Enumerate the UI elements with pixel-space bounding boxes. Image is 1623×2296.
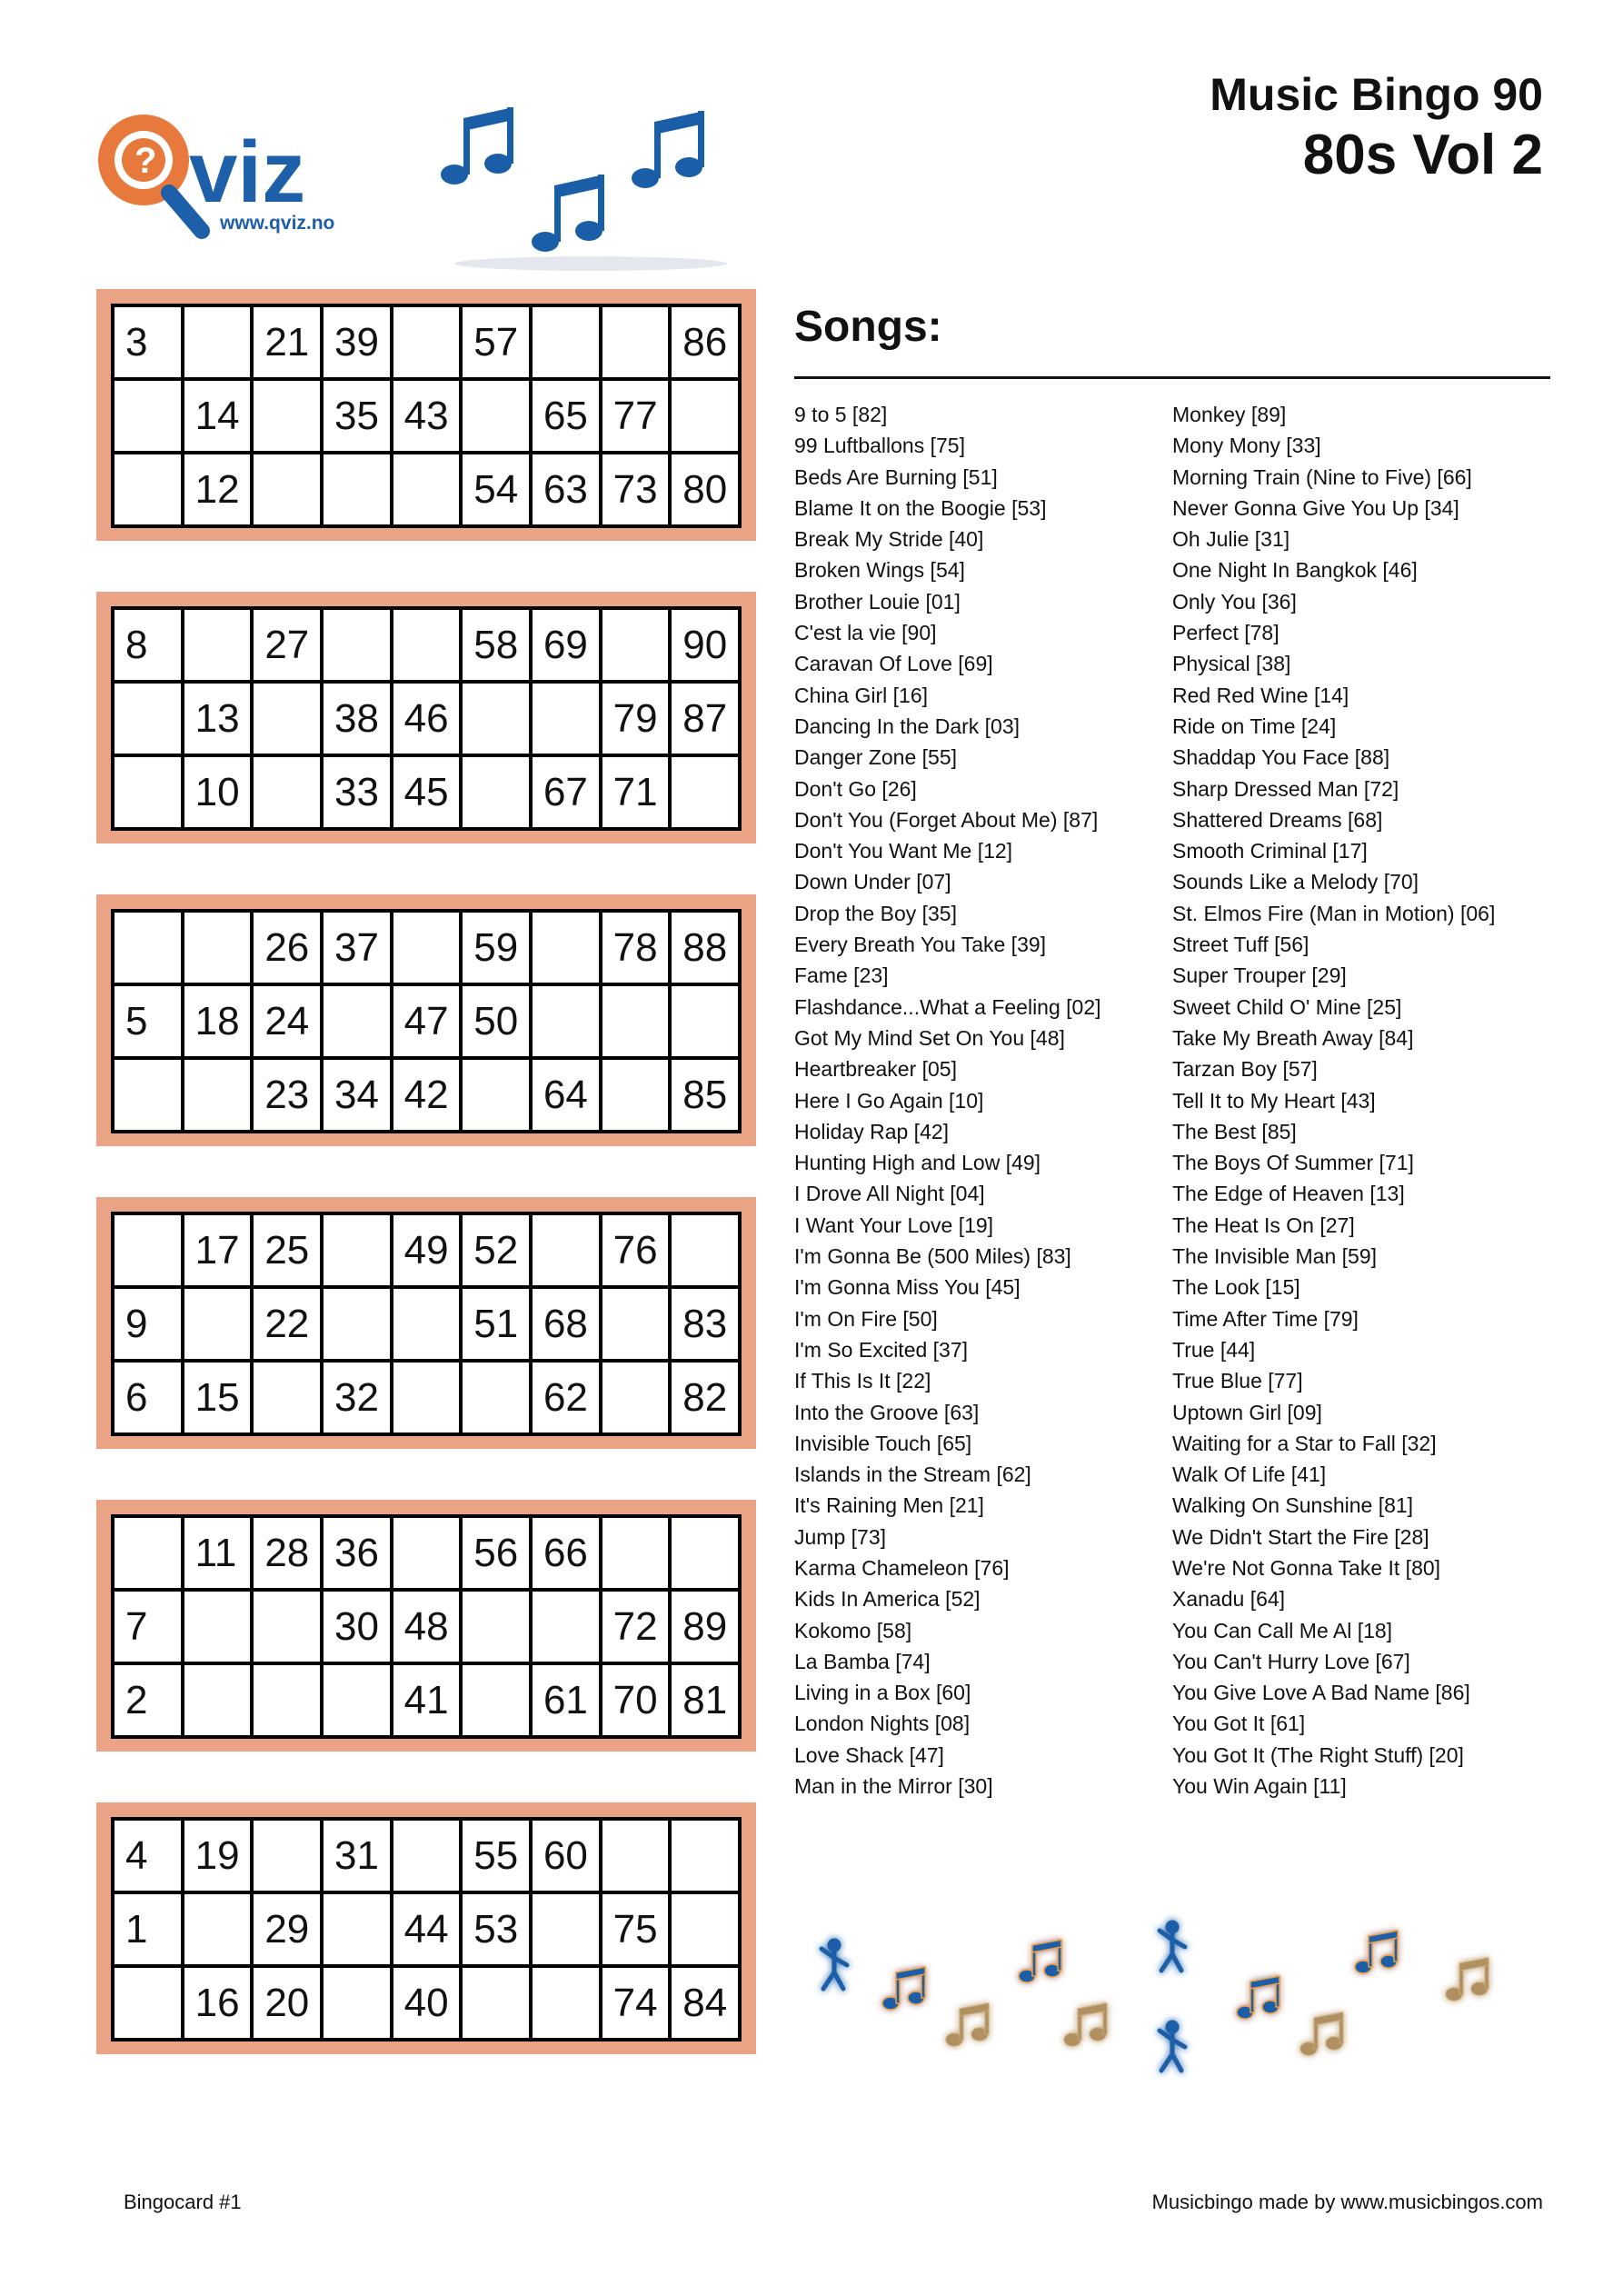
bingo-cell: 27	[252, 608, 322, 682]
bingo-cell	[392, 1361, 462, 1434]
song-item: Kids In America [52]	[794, 1587, 981, 1612]
bingo-cell	[322, 1213, 392, 1287]
bingo-cell	[601, 1287, 671, 1361]
song-item: I'm On Fire [50]	[794, 1306, 938, 1331]
bingo-cell: 3	[113, 305, 183, 379]
footer-card-number: Bingocard #1	[124, 2191, 242, 2213]
bingo-cell: 43	[392, 379, 462, 453]
bingo-cell: 68	[531, 1287, 601, 1361]
bingo-row	[113, 682, 740, 755]
bingo-cell: 76	[601, 1213, 671, 1287]
bingo-cell	[252, 1361, 322, 1434]
song-item: You Win Again [11]	[1172, 1774, 1347, 1799]
bingo-cell	[113, 1966, 183, 2040]
bingo-cell: 56	[461, 1516, 531, 1590]
bingo-cell	[670, 1892, 740, 1966]
bingo-cell	[113, 379, 183, 453]
bingo-cell: 65	[531, 379, 601, 453]
song-item: Sounds Like a Melody [70]	[1172, 870, 1419, 894]
bingo-row	[113, 1287, 740, 1361]
songs-column-left	[794, 399, 1172, 1802]
song-item: Danger Zone [55]	[794, 745, 958, 770]
bingo-cell: 22	[252, 1287, 322, 1361]
bingo-cell: 90	[670, 608, 740, 682]
bingo-cell: 31	[322, 1819, 392, 1892]
bingo-cell	[461, 755, 531, 829]
bingo-cell: 33	[322, 755, 392, 829]
bingo-cell	[252, 1663, 322, 1737]
bingo-cell: 80	[670, 453, 740, 526]
bingo-cell	[183, 1058, 253, 1132]
bingo-cell	[183, 1590, 253, 1663]
bingo-cell: 62	[531, 1361, 601, 1434]
song-item: I'm Gonna Be (500 Miles) [83]	[794, 1244, 1071, 1269]
bingo-row	[113, 1516, 740, 1590]
bingo-cell: 82	[670, 1361, 740, 1434]
bingo-cell	[531, 1213, 601, 1287]
bingo-card	[96, 1197, 756, 1449]
song-item: Love Shack [47]	[794, 1742, 944, 1767]
song-item: Sweet Child O' Mine [25]	[1172, 994, 1402, 1019]
song-item: Xanadu [64]	[1172, 1587, 1286, 1612]
bingo-cell: 46	[392, 682, 462, 755]
bingo-cell	[183, 608, 253, 682]
song-item: The Look [15]	[1172, 1275, 1300, 1300]
song-item: You Got It (The Right Stuff) [20]	[1172, 1742, 1464, 1767]
bingo-cell	[252, 1590, 322, 1663]
bingo-cell	[531, 911, 601, 984]
bingo-cell: 48	[392, 1590, 462, 1663]
song-item: Broken Wings [54]	[794, 558, 965, 583]
bingo-cell: 19	[183, 1819, 253, 1892]
bingo-grid	[111, 909, 742, 1133]
bingo-cards	[96, 289, 756, 2105]
logo-brand: viz	[189, 124, 306, 221]
svg-text:?: ?	[134, 141, 157, 181]
bingo-card	[96, 592, 756, 844]
bingo-cell	[461, 1663, 531, 1737]
song-item: I'm So Excited [37]	[794, 1337, 969, 1362]
bingo-cell: 87	[670, 682, 740, 755]
bingo-cell: 88	[670, 911, 740, 984]
bingo-cell: 75	[601, 1892, 671, 1966]
bingo-cell	[601, 984, 671, 1058]
bingo-cell	[113, 755, 183, 829]
bingo-cell	[670, 755, 740, 829]
song-item: Walk Of Life [41]	[1172, 1462, 1327, 1487]
bingo-cell: 44	[392, 1892, 462, 1966]
bingo-cell	[531, 682, 601, 755]
bingo-cell	[670, 1213, 740, 1287]
bingo-cell	[322, 1287, 392, 1361]
bingo-cell: 66	[531, 1516, 601, 1590]
logo-url: www.qviz.no	[220, 213, 335, 234]
bingo-cell: 29	[252, 1892, 322, 1966]
bingo-cell	[113, 682, 183, 755]
song-item: Monkey [89]	[1172, 403, 1287, 426]
song-item: One Night In Bangkok [46]	[1172, 558, 1418, 583]
song-item: Tarzan Boy [57]	[1172, 1057, 1318, 1082]
bingo-cell	[601, 608, 671, 682]
bingo-cell: 69	[531, 608, 601, 682]
bingo-cell: 40	[392, 1966, 462, 2040]
bingo-cell	[531, 984, 601, 1058]
bingo-row	[113, 608, 740, 682]
bingo-cell: 26	[252, 911, 322, 984]
bingo-card	[96, 1500, 756, 1752]
bingo-cell	[461, 682, 531, 755]
bingo-cell	[461, 1590, 531, 1663]
song-item: We Didn't Start the Fire [28]	[1172, 1524, 1429, 1549]
songs-section	[794, 298, 1550, 1802]
song-item: It's Raining Men [21]	[794, 1493, 984, 1518]
bingo-cell	[392, 1819, 462, 1892]
song-item: Shaddap You Face [88]	[1172, 745, 1390, 770]
song-item: 99 Luftballons [75]	[794, 434, 965, 458]
bingo-cell	[113, 1058, 183, 1132]
song-item: We're Not Gonna Take It [80]	[1172, 1555, 1441, 1580]
song-item: Into the Groove [63]	[794, 1400, 980, 1424]
title-line2: 80s Vol 2	[1302, 124, 1543, 186]
bingo-grid	[111, 304, 742, 528]
bingo-row	[113, 1892, 740, 1966]
bingo-cell: 10	[183, 755, 253, 829]
bingo-cell	[461, 1361, 531, 1434]
song-item: C'est la vie [90]	[794, 621, 937, 645]
bingo-cell	[601, 305, 671, 379]
bingo-cell	[183, 305, 253, 379]
bingo-cell: 20	[252, 1966, 322, 2040]
bingo-cell: 86	[670, 305, 740, 379]
title-line1: Music Bingo 90	[1210, 69, 1543, 120]
bingo-cell: 67	[531, 755, 601, 829]
song-item: Living in a Box [60]	[794, 1681, 971, 1705]
song-item: Physical [38]	[1172, 652, 1291, 676]
song-item: The Heat Is On [27]	[1172, 1213, 1355, 1237]
bingo-grid	[111, 1817, 742, 2041]
bingo-cell	[113, 1213, 183, 1287]
bingo-card	[96, 289, 756, 541]
song-item: Blame It on the Boogie [53]	[794, 495, 1047, 520]
bingo-cell: 74	[601, 1966, 671, 2040]
bingo-cell: 85	[670, 1058, 740, 1132]
bingo-cell: 7	[113, 1590, 183, 1663]
song-item: Street Tuff [56]	[1172, 933, 1309, 957]
bingo-cell: 52	[461, 1213, 531, 1287]
bingo-cell	[322, 608, 392, 682]
bingo-cell: 50	[461, 984, 531, 1058]
bingo-cell: 77	[601, 379, 671, 453]
bingo-cell	[601, 1058, 671, 1132]
song-item: I Drove All Night [04]	[794, 1182, 985, 1206]
bingo-row	[113, 1819, 740, 1892]
bingo-cell: 16	[183, 1966, 253, 2040]
bingo-cell: 9	[113, 1287, 183, 1361]
song-item: Holiday Rap [42]	[794, 1119, 950, 1143]
bingo-card	[96, 894, 756, 1146]
bingo-cell	[252, 1819, 322, 1892]
song-item: 9 to 5 [82]	[794, 403, 888, 426]
bingo-cell: 34	[322, 1058, 392, 1132]
song-item: Never Gonna Give You Up [34]	[1172, 495, 1459, 520]
song-item: You Can Call Me Al [18]	[1172, 1618, 1393, 1642]
bingo-row	[113, 1213, 740, 1287]
bingo-cell	[531, 1966, 601, 2040]
song-item: Dancing In the Dark [03]	[794, 714, 1021, 738]
song-item: Don't You Want Me [12]	[794, 839, 1013, 863]
song-item: Tell It to My Heart [43]	[1172, 1088, 1376, 1113]
bingo-cell: 32	[322, 1361, 392, 1434]
bingo-cell: 59	[461, 911, 531, 984]
bingo-cell: 79	[601, 682, 671, 755]
song-item: I Want Your Love [19]	[794, 1213, 994, 1237]
bingo-cell: 8	[113, 608, 183, 682]
bingo-cell: 4	[113, 1819, 183, 1892]
bingo-cell: 83	[670, 1287, 740, 1361]
song-item: Red Red Wine [14]	[1172, 683, 1349, 707]
bingo-cell	[322, 453, 392, 526]
bingo-cell	[322, 1892, 392, 1966]
bingo-cell: 17	[183, 1213, 253, 1287]
song-item: The Best [85]	[1172, 1119, 1297, 1143]
bingo-cell: 73	[601, 453, 671, 526]
bingo-cell: 12	[183, 453, 253, 526]
bingo-row	[113, 1361, 740, 1434]
bingo-card	[96, 1802, 756, 2054]
song-item: You Got It [61]	[1172, 1712, 1306, 1736]
song-item: Jump [73]	[794, 1524, 886, 1549]
bingo-cell	[392, 608, 462, 682]
bingo-cell: 60	[531, 1819, 601, 1892]
song-item: Brother Louie [01]	[794, 589, 961, 614]
bingo-cell: 55	[461, 1819, 531, 1892]
song-item: Ride on Time [24]	[1172, 714, 1337, 738]
bingo-cell	[670, 1819, 740, 1892]
bingo-row	[113, 453, 740, 526]
song-item: Fame [23]	[794, 963, 889, 988]
song-item: Mony Mony [33]	[1172, 434, 1321, 458]
song-item: Don't You (Forget About Me) [87]	[794, 807, 1099, 832]
bingo-cell: 14	[183, 379, 253, 453]
song-item: If This Is It [22]	[794, 1369, 931, 1393]
footer-credit: Musicbingo made by www.musicbingos.com	[1151, 2191, 1543, 2213]
song-item: Oh Julie [31]	[1172, 527, 1290, 552]
bingo-cell	[601, 1819, 671, 1892]
bingo-cell: 70	[601, 1663, 671, 1737]
song-item: Shattered Dreams [68]	[1172, 807, 1383, 832]
bingo-cell: 24	[252, 984, 322, 1058]
bingo-cell: 51	[461, 1287, 531, 1361]
bingo-cell: 57	[461, 305, 531, 379]
song-item: Caravan Of Love [69]	[794, 652, 993, 676]
song-item: Flashdance...What a Feeling [02]	[794, 994, 1101, 1019]
bingo-row	[113, 379, 740, 453]
dancing-notes-decoration	[800, 1909, 1554, 2118]
bingo-cell	[322, 1663, 392, 1737]
bingo-cell: 5	[113, 984, 183, 1058]
bingo-cell: 30	[322, 1590, 392, 1663]
bingo-row	[113, 1058, 740, 1132]
bingo-cell: 25	[252, 1213, 322, 1287]
bingo-cell	[531, 305, 601, 379]
bingo-cell	[252, 379, 322, 453]
bingo-cell	[183, 911, 253, 984]
song-item: Sharp Dressed Man [72]	[1172, 776, 1399, 801]
bingo-cell	[113, 453, 183, 526]
bingo-cell: 53	[461, 1892, 531, 1966]
bingo-cell: 1	[113, 1892, 183, 1966]
song-item: Morning Train (Nine to Five) [66]	[1172, 464, 1472, 489]
bingo-cell: 41	[392, 1663, 462, 1737]
music-notes-icon	[436, 91, 745, 273]
bingo-row	[113, 305, 740, 379]
bingo-cell: 63	[531, 453, 601, 526]
bingo-row	[113, 911, 740, 984]
bingo-cell	[113, 911, 183, 984]
bingo-cell	[670, 984, 740, 1058]
song-item: Only You [36]	[1172, 589, 1297, 614]
bingo-cell	[461, 379, 531, 453]
bingo-cell: 2	[113, 1663, 183, 1737]
bingo-cell: 13	[183, 682, 253, 755]
bingo-cell	[183, 1892, 253, 1966]
bingo-cell: 72	[601, 1590, 671, 1663]
song-item: La Bamba [74]	[794, 1649, 931, 1673]
bingo-cell: 42	[392, 1058, 462, 1132]
song-item: Hunting High and Low [49]	[794, 1151, 1041, 1175]
bingo-cell: 38	[322, 682, 392, 755]
bingo-cell: 54	[461, 453, 531, 526]
bingo-cell: 23	[252, 1058, 322, 1132]
bingo-cell: 78	[601, 911, 671, 984]
bingo-cell: 84	[670, 1966, 740, 2040]
bingo-cell: 49	[392, 1213, 462, 1287]
bingo-cell	[322, 1966, 392, 2040]
bingo-cell: 71	[601, 755, 671, 829]
bingo-cell	[392, 305, 462, 379]
bingo-cell	[531, 1590, 601, 1663]
bingo-grid	[111, 1212, 742, 1436]
song-item: Heartbreaker [05]	[794, 1057, 957, 1082]
song-item: London Nights [08]	[794, 1712, 971, 1736]
bingo-cell	[670, 379, 740, 453]
song-item: Down Under [07]	[794, 870, 951, 894]
bingo-grid	[111, 1514, 742, 1739]
bingo-row	[113, 755, 740, 829]
bingo-row	[113, 1663, 740, 1737]
bingo-cell	[392, 453, 462, 526]
bingo-cell	[601, 1361, 671, 1434]
song-item: Break My Stride [40]	[794, 527, 984, 552]
bingo-cell: 18	[183, 984, 253, 1058]
song-item: Islands in the Stream [62]	[794, 1462, 1031, 1487]
bingo-cell	[252, 453, 322, 526]
divider	[794, 376, 1550, 379]
bingo-cell: 64	[531, 1058, 601, 1132]
song-item: Smooth Criminal [17]	[1172, 839, 1368, 863]
bingo-cell	[392, 1287, 462, 1361]
song-item: Walking On Sunshine [81]	[1172, 1493, 1414, 1518]
bingo-cell: 45	[392, 755, 462, 829]
song-item: You Give Love A Bad Name [86]	[1172, 1681, 1470, 1705]
bingo-cell: 39	[322, 305, 392, 379]
bingo-cell: 21	[252, 305, 322, 379]
bingo-cell	[392, 1516, 462, 1590]
bingo-row	[113, 1590, 740, 1663]
song-item: Perfect [78]	[1172, 621, 1279, 645]
bingo-cell: 36	[322, 1516, 392, 1590]
bingo-cell: 58	[461, 608, 531, 682]
bingo-cell: 15	[183, 1361, 253, 1434]
songs-column-right	[1172, 399, 1550, 1802]
song-item: China Girl [16]	[794, 683, 929, 707]
bingo-cell	[252, 682, 322, 755]
bingo-cell	[601, 1516, 671, 1590]
song-item: I'm Gonna Miss You [45]	[794, 1275, 1021, 1300]
bingo-cell	[670, 1516, 740, 1590]
bingo-cell: 6	[113, 1361, 183, 1434]
bingo-cell	[113, 1516, 183, 1590]
bingo-cell	[183, 1663, 253, 1737]
bingo-cell: 47	[392, 984, 462, 1058]
bingo-cell	[183, 1287, 253, 1361]
song-item: Karma Chameleon [76]	[794, 1555, 1010, 1580]
bingo-cell	[392, 911, 462, 984]
song-item: Uptown Girl [09]	[1172, 1400, 1322, 1424]
song-item: Time After Time [79]	[1172, 1306, 1359, 1331]
bingo-cell: 11	[183, 1516, 253, 1590]
bingo-row	[113, 1966, 740, 2040]
song-item: The Edge of Heaven [13]	[1172, 1182, 1405, 1206]
song-item: True [44]	[1172, 1337, 1256, 1362]
bingo-cell	[461, 1058, 531, 1132]
song-item: True Blue [77]	[1172, 1369, 1303, 1393]
bingo-cell: 61	[531, 1663, 601, 1737]
song-item: Don't Go [26]	[794, 776, 917, 801]
song-item: Invisible Touch [65]	[794, 1431, 972, 1455]
song-item: The Invisible Man [59]	[1172, 1244, 1378, 1269]
bingo-cell	[461, 1966, 531, 2040]
bingo-cell: 35	[322, 379, 392, 453]
song-item: Waiting for a Star to Fall [32]	[1172, 1431, 1437, 1455]
qviz-logo	[87, 95, 378, 267]
song-item: Kokomo [58]	[794, 1618, 912, 1642]
bingo-cell: 81	[670, 1663, 740, 1737]
song-item: You Can't Hurry Love [67]	[1172, 1649, 1410, 1673]
song-item: The Boys Of Summer [71]	[1172, 1151, 1414, 1175]
song-item: Take My Breath Away [84]	[1172, 1025, 1414, 1050]
song-item: Every Breath You Take [39]	[794, 933, 1047, 957]
bingo-cell	[252, 755, 322, 829]
bingo-cell: 89	[670, 1590, 740, 1663]
bingo-row	[113, 984, 740, 1058]
bingo-cell	[531, 1892, 601, 1966]
song-item: St. Elmos Fire (Man in Motion) [06]	[1172, 901, 1496, 925]
song-item: Drop the Boy [35]	[794, 901, 957, 925]
song-item: Beds Are Burning [51]	[794, 464, 998, 489]
song-item: Super Trouper [29]	[1172, 963, 1347, 988]
bingo-cell: 28	[252, 1516, 322, 1590]
bingo-grid	[111, 606, 742, 831]
bingo-cell	[322, 984, 392, 1058]
songs-heading: Songs:	[794, 303, 942, 351]
title-block	[1210, 67, 1543, 189]
song-item: Here I Go Again [10]	[794, 1088, 984, 1113]
bingo-cell: 37	[322, 911, 392, 984]
song-item: Got My Mind Set On You [48]	[794, 1025, 1065, 1050]
song-item: Man in the Mirror [30]	[794, 1774, 993, 1799]
